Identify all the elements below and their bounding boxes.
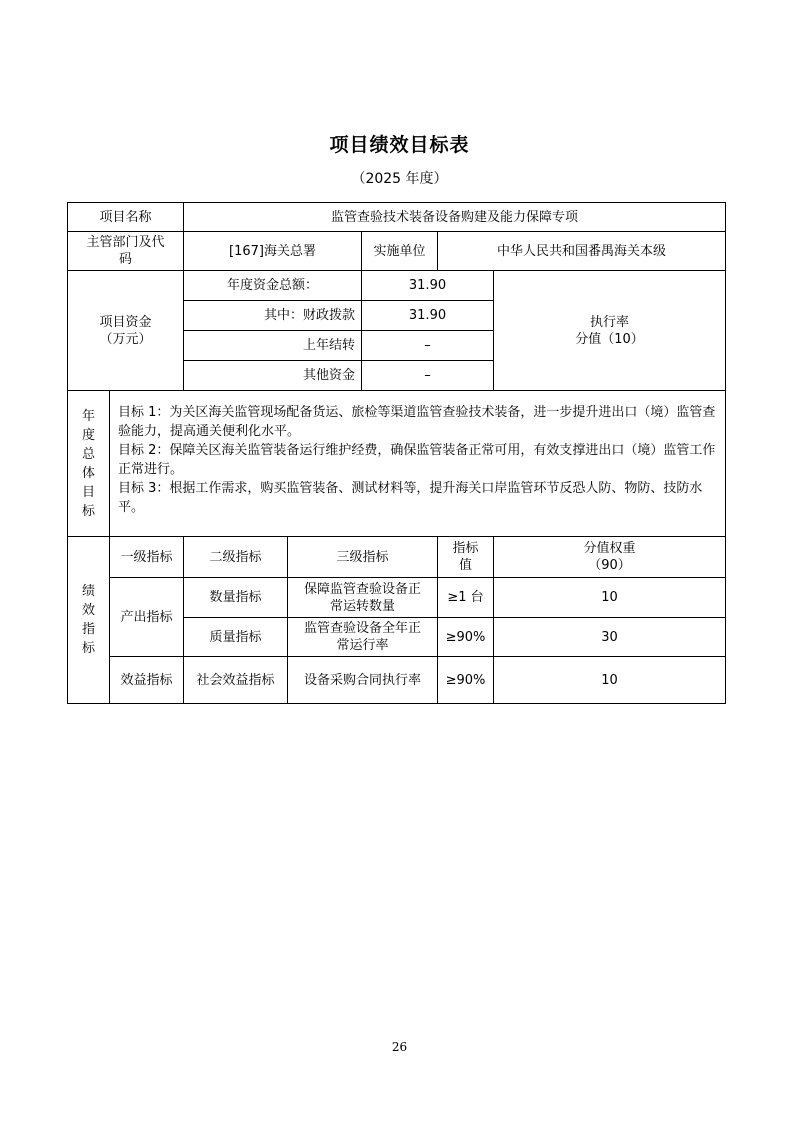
goal-item-1: 目标 1：为关区海关监管现场配备货运、旅检等渠道监管查验技术装备，进一步提升进出口（境）监管查验能力，提高通关便利化水平。 [118,405,716,439]
funds-label: 项目资金 （万元） [67,270,184,391]
funds-carryover-value: – [361,330,494,361]
table-row-2-level2: 质量指标 [183,617,288,657]
table-row-1-weight: 10 [493,577,726,618]
project-name-value: 监管查验技术装备设备购建及能力保障专项 [183,202,726,232]
header-level3: 三级指标 [287,536,438,578]
goals-text [109,390,726,537]
table-row-2-weight: 30 [493,617,726,657]
table-row-1-level3: 保障监管查验设备正 常运转数量 [287,577,438,618]
project-name-label: 项目名称 [67,202,184,232]
table-row-2-value: ≥90% [437,617,494,657]
funds-total-label: 年度资金总额： [183,270,362,301]
impl-unit-label: 实施单位 [361,231,438,271]
impl-unit-value: 中华人民共和国番禺海关本级 [437,231,726,271]
funds-other-label: 其他资金 [183,360,362,391]
page-subtitle: （2025 年度） [351,171,448,187]
page-title: 项目绩效目标表 [329,134,470,156]
dept-value: [167]海关总署 [183,231,362,271]
table-row-1-level2: 数量指标 [183,577,288,618]
funds-fiscal-label: 其中：财政拨款 [183,300,362,331]
table-row-3-level3: 设备采购合同执行率 [287,656,438,704]
table-row-1-value: ≥1 台 [437,577,494,618]
funds-other-value: – [361,360,494,391]
header-level2: 二级指标 [183,536,288,578]
funds-carryover-label: 上年结转 [183,330,362,361]
funds-fiscal-value: 31.90 [361,300,494,331]
table-row-2-level3: 监管查验设备全年正 常运行率 [287,617,438,657]
page-number: 26 [391,1040,408,1054]
output-indicator-label: 产出指标 [109,577,184,657]
goals-label: 年 度 总 体 目 标 [67,390,110,537]
goal-item-2: 目标 2：保障关区海关监管装备运行维护经费，确保监管装备正常可用，有效支撑进出口（境）监管工作正常进行。 [118,443,716,477]
dept-label: 主管部门及代 码 [67,231,184,271]
table-row-3-weight: 10 [493,656,726,704]
indicators-label: 绩 效 指 标 [67,536,110,704]
goal-item-3: 目标 3：根据工作需求，购买监管装备、测试材料等，提升海关口岸监管环节反恐人防、物防、技防水平。 [118,481,703,515]
header-value: 指标 值 [437,536,494,578]
header-level1: 一级指标 [109,536,184,578]
table-row-3-value: ≥90% [437,656,494,704]
header-weight: 分值权重 （90） [493,536,726,578]
benefit-indicator-label: 效益指标 [109,656,184,704]
execution-rate: 执行率 分值（10） [493,270,726,391]
table-row-3-level2: 社会效益指标 [183,656,288,704]
funds-total-value: 31.90 [361,270,494,301]
